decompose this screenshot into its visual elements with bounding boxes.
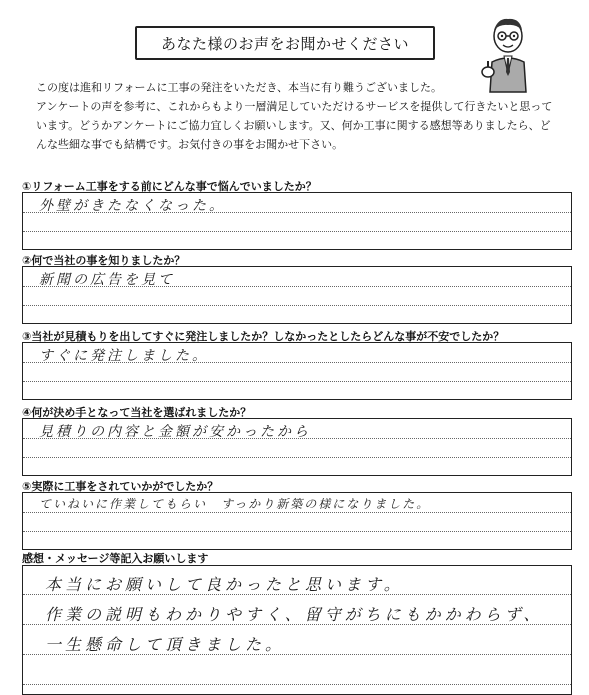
question-1-answer-box[interactable] bbox=[22, 192, 572, 250]
remarks-label: 感想・メッセージ等記入お願いします bbox=[22, 552, 209, 565]
remarks-answer-box[interactable] bbox=[22, 565, 572, 695]
question-2-answer: 新聞の広告を見て bbox=[39, 272, 175, 288]
page-title: あなた様のお声をお聞かせください bbox=[135, 26, 435, 60]
question-1-label: ①リフォーム工事をする前にどんな事で悩んでいましたか？ bbox=[22, 180, 317, 193]
question-2-answer-box[interactable] bbox=[22, 266, 572, 324]
question-4-label: ④何が決め手となって当社を選ばれましたか？ bbox=[22, 406, 252, 419]
remarks-line: 本当にお願いして良かったと思います。 bbox=[45, 575, 404, 594]
question-4-answer: 見積りの内容と金額が安かったから bbox=[39, 424, 311, 440]
remarks-line: 一生懸命して頂きました。 bbox=[45, 635, 286, 654]
question-2-label: ②何で当社の事を知りましたか？ bbox=[22, 254, 186, 267]
intro-line: います。どうかアンケートにご協力宜しくお願いします。又、何か工事に関する感想等ありましたら、ど bbox=[36, 119, 551, 132]
remarks-line: 作業の説明もわかりやすく、留守がちにもかかわらず、 bbox=[45, 605, 544, 624]
question-4-answer-box[interactable] bbox=[22, 418, 572, 476]
question-1-answer: 外壁がきたなくなった。 bbox=[39, 198, 226, 214]
intro-text bbox=[36, 78, 566, 154]
question-3-answer: すぐに発注しました。 bbox=[39, 348, 209, 364]
intro-line: んな些細な事でも結構です。お気付きの事をお聞かせ下さい。 bbox=[36, 138, 344, 151]
intro-line: この度は進和リフォームに工事の発注をいただき、本当に有り難うございました。 bbox=[36, 81, 443, 94]
question-5-answer: ていねいに作業してもらい すっかり新築の様になりました。 bbox=[39, 497, 431, 511]
question-3-answer-box[interactable] bbox=[22, 342, 572, 400]
question-5-answer-box[interactable] bbox=[22, 492, 572, 550]
question-5-label: ⑤実際に工事をされていかがでしたか？ bbox=[22, 480, 219, 493]
question-3-label: ③当社が見積もりを出してすぐに発注しましたか？しなかったとしたらどんな事が不安でしたか？ bbox=[22, 330, 505, 343]
intro-line: アンケートの声を参考に、これからもより一層満足していただけるサービスを提供して行きたいと思って bbox=[36, 100, 553, 113]
